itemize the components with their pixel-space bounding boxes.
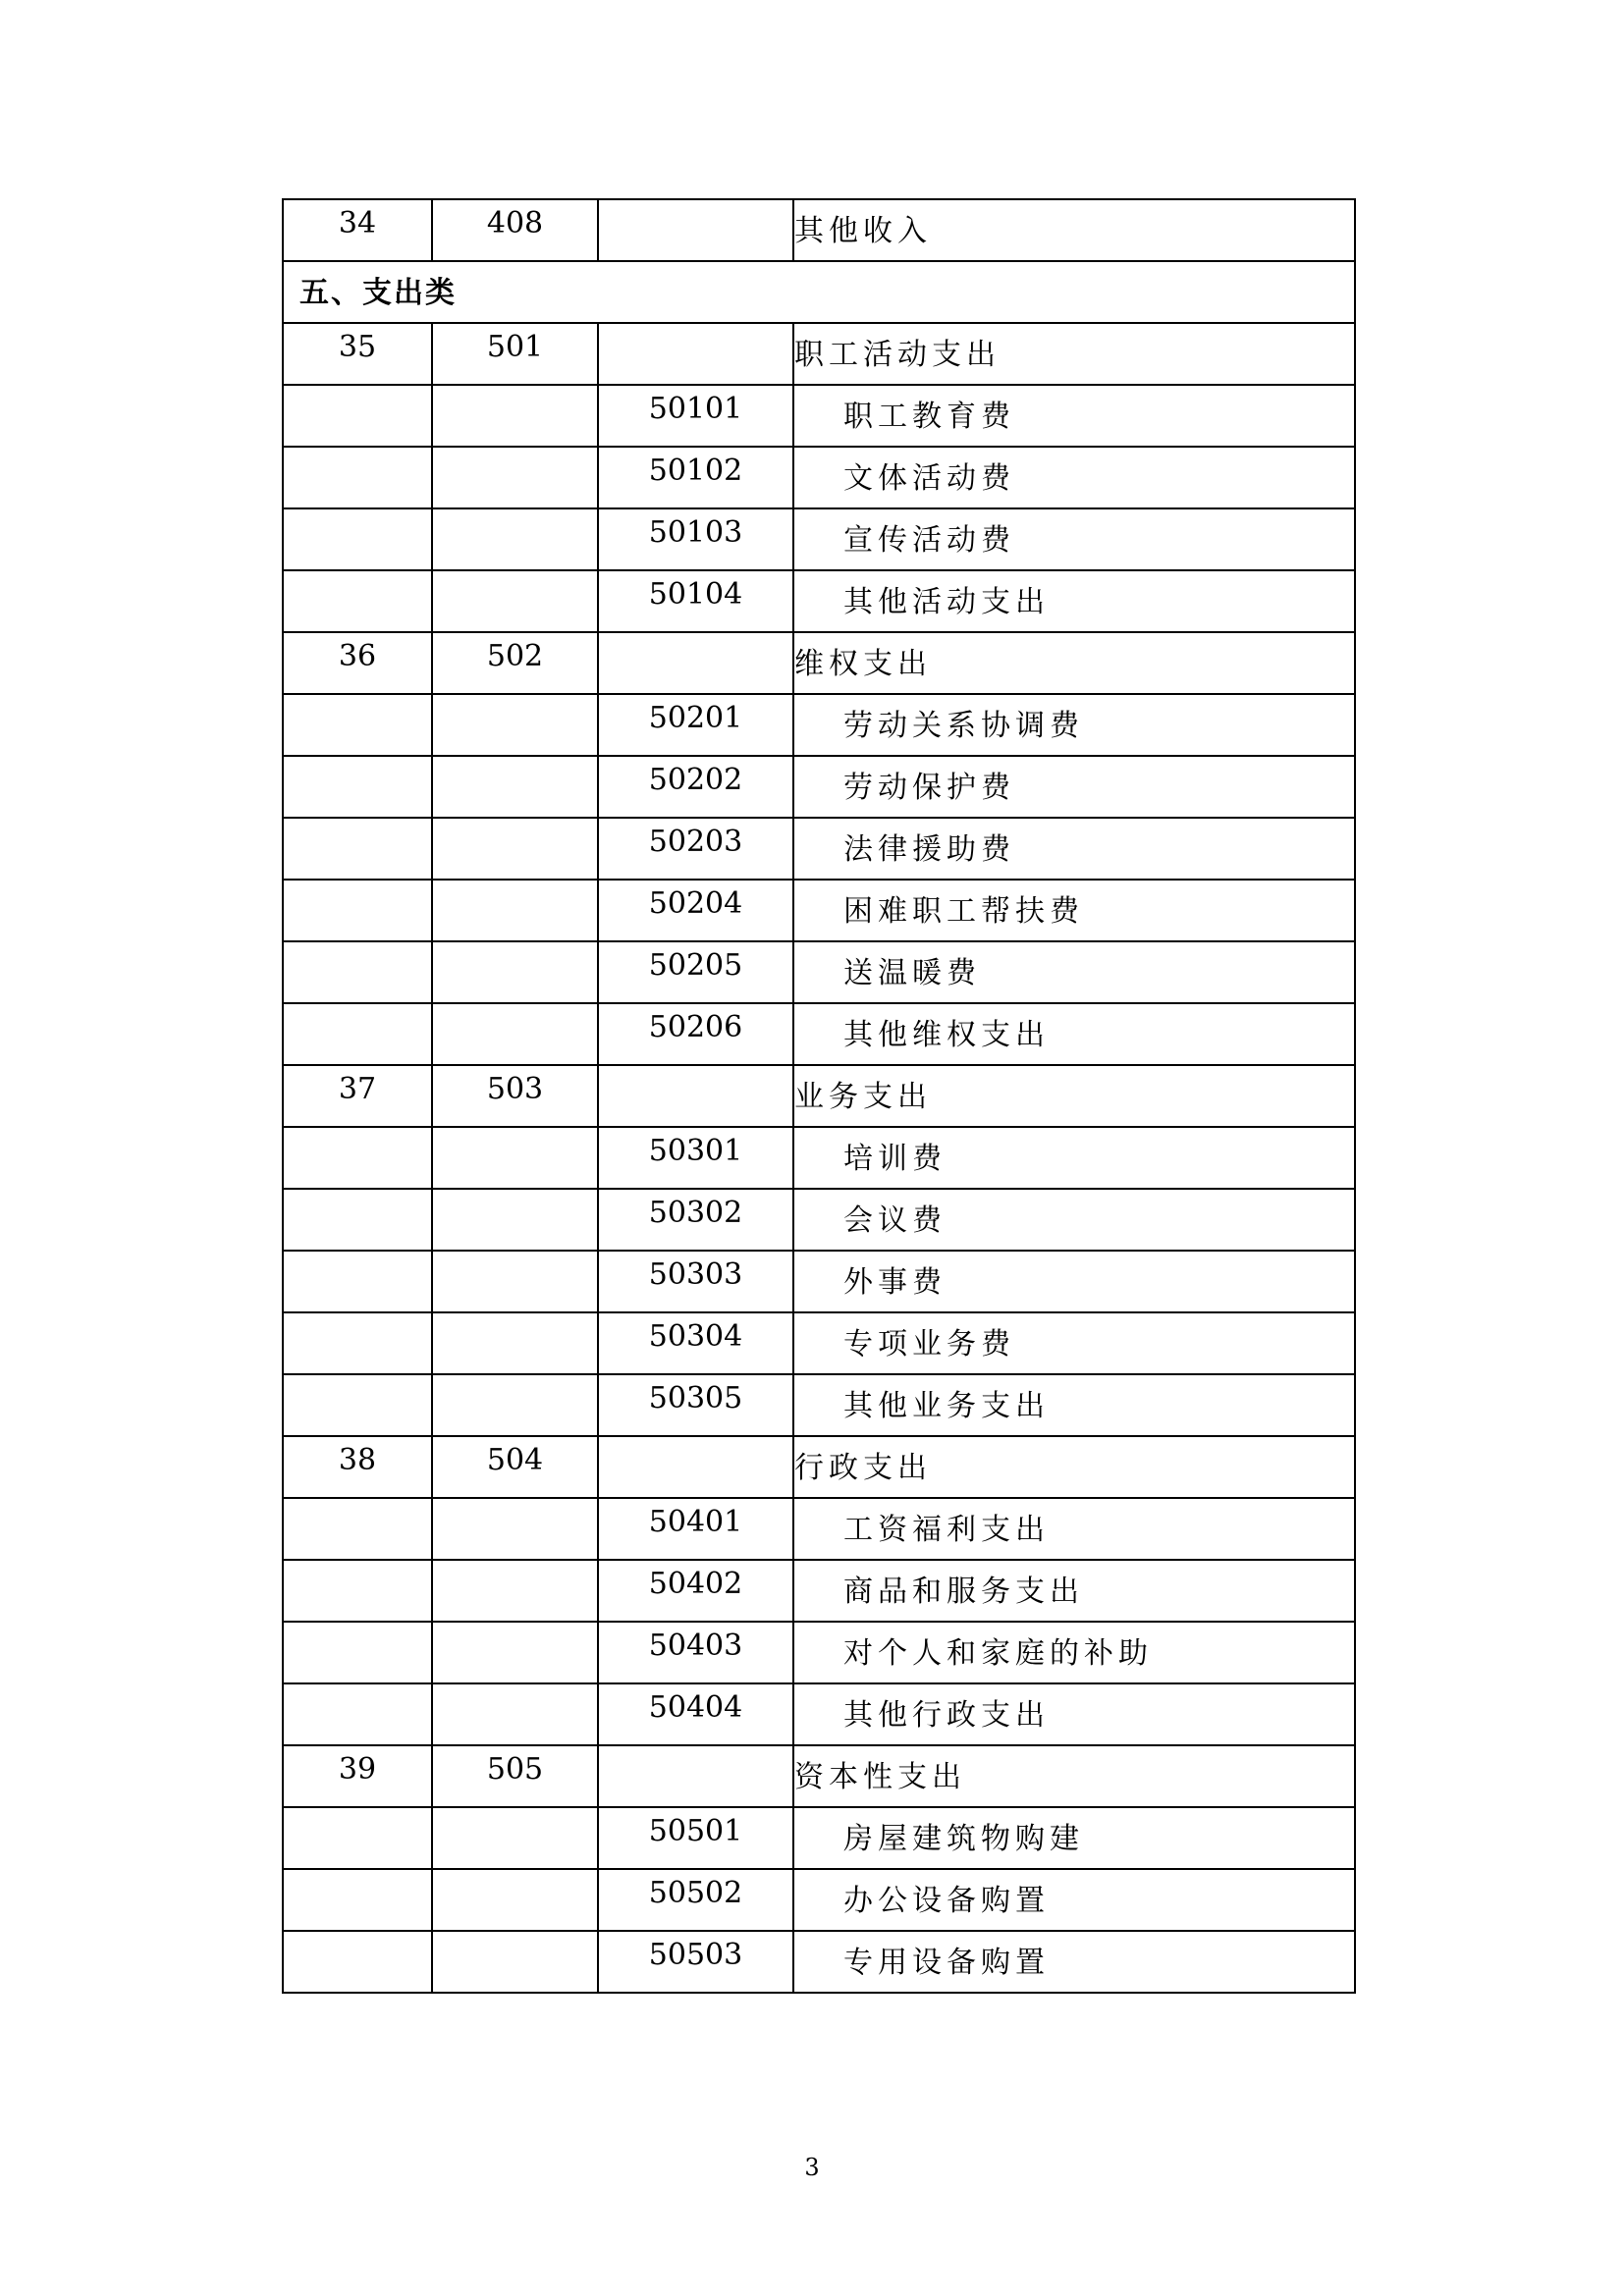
account-name-cell: 劳动关系协调费 xyxy=(793,694,1355,756)
subaccount-code-cell: 50502 xyxy=(598,1869,793,1931)
account-code-cell xyxy=(432,1374,598,1436)
sequence-number-cell xyxy=(283,756,432,818)
sequence-number-cell xyxy=(283,1622,432,1683)
account-name-cell: 外事费 xyxy=(793,1251,1355,1312)
sequence-number-cell xyxy=(283,1931,432,1993)
account-code-cell: 501 xyxy=(432,323,598,385)
account-name-cell: 送温暖费 xyxy=(793,941,1355,1003)
account-code-cell xyxy=(432,1189,598,1251)
subaccount-row xyxy=(283,818,1355,880)
subaccount-code-cell: 50101 xyxy=(598,385,793,447)
subaccount-row xyxy=(283,447,1355,508)
account-code-cell: 503 xyxy=(432,1065,598,1127)
subaccount-code-cell: 50103 xyxy=(598,508,793,570)
subaccount-code-cell: 50201 xyxy=(598,694,793,756)
account-name-cell: 其他行政支出 xyxy=(793,1683,1355,1745)
account-name-cell: 工资福利支出 xyxy=(793,1498,1355,1560)
subaccount-row xyxy=(283,1498,1355,1560)
account-code-cell xyxy=(432,385,598,447)
account-code-cell xyxy=(432,1251,598,1312)
subaccount-code-cell: 50301 xyxy=(598,1127,793,1189)
subaccount-code-cell: 50401 xyxy=(598,1498,793,1560)
sequence-number-cell xyxy=(283,941,432,1003)
account-name-cell: 专用设备购置 xyxy=(793,1931,1355,1993)
sequence-number-cell xyxy=(283,508,432,570)
sequence-number-cell: 35 xyxy=(283,323,432,385)
subaccount-code-cell: 50206 xyxy=(598,1003,793,1065)
subaccount-row xyxy=(283,941,1355,1003)
subaccount-code-cell: 50403 xyxy=(598,1622,793,1683)
account-name-cell: 资本性支出 xyxy=(793,1745,1355,1807)
sequence-number-cell xyxy=(283,694,432,756)
subaccount-row xyxy=(283,880,1355,941)
subaccount-code-cell: 50203 xyxy=(598,818,793,880)
subaccount-row xyxy=(283,1931,1355,1993)
account-code-cell: 505 xyxy=(432,1745,598,1807)
account-code-cell xyxy=(432,1869,598,1931)
account-row xyxy=(283,323,1355,385)
account-name-cell: 专项业务费 xyxy=(793,1312,1355,1374)
account-code-cell xyxy=(432,570,598,632)
sequence-number-cell xyxy=(283,1251,432,1312)
account-code-cell xyxy=(432,1003,598,1065)
account-name-cell: 对个人和家庭的补助 xyxy=(793,1622,1355,1683)
account-name-cell: 宣传活动费 xyxy=(793,508,1355,570)
subaccount-code-cell: 50501 xyxy=(598,1807,793,1869)
accounts-table-body xyxy=(283,199,1355,1993)
sequence-number-cell xyxy=(283,818,432,880)
account-name-cell: 行政支出 xyxy=(793,1436,1355,1498)
subaccount-row xyxy=(283,508,1355,570)
account-name-cell: 维权支出 xyxy=(793,632,1355,694)
subaccount-code-cell xyxy=(598,1745,793,1807)
page-number: 3 xyxy=(804,2154,820,2181)
subaccount-code-cell xyxy=(598,199,793,261)
sequence-number-cell: 39 xyxy=(283,1745,432,1807)
section-label: 五、支出类 xyxy=(283,261,1355,323)
sequence-number-cell xyxy=(283,1189,432,1251)
sequence-number-cell xyxy=(283,1807,432,1869)
account-code-cell xyxy=(432,818,598,880)
subaccount-code-cell xyxy=(598,1436,793,1498)
account-name-cell: 商品和服务支出 xyxy=(793,1560,1355,1622)
account-name-cell: 法律援助费 xyxy=(793,818,1355,880)
subaccount-code-cell: 50303 xyxy=(598,1251,793,1312)
sequence-number-cell xyxy=(283,1560,432,1622)
subaccount-row xyxy=(283,1374,1355,1436)
account-code-cell xyxy=(432,880,598,941)
account-code-cell xyxy=(432,1931,598,1993)
subaccount-code-cell xyxy=(598,632,793,694)
sequence-number-cell xyxy=(283,1003,432,1065)
account-code-cell xyxy=(432,1622,598,1683)
sequence-number-cell: 34 xyxy=(283,199,432,261)
sequence-number-cell xyxy=(283,1127,432,1189)
account-code-cell xyxy=(432,447,598,508)
subaccount-code-cell: 50304 xyxy=(598,1312,793,1374)
subaccount-row xyxy=(283,385,1355,447)
sequence-number-cell xyxy=(283,1683,432,1745)
subaccount-row xyxy=(283,1622,1355,1683)
account-name-cell: 文体活动费 xyxy=(793,447,1355,508)
account-row xyxy=(283,199,1355,261)
account-name-cell: 职工教育费 xyxy=(793,385,1355,447)
account-code-cell xyxy=(432,694,598,756)
subaccount-code-cell xyxy=(598,1065,793,1127)
subaccount-code-cell: 50205 xyxy=(598,941,793,1003)
subaccount-code-cell: 50305 xyxy=(598,1374,793,1436)
subaccount-code-cell: 50104 xyxy=(598,570,793,632)
subaccount-code-cell: 50202 xyxy=(598,756,793,818)
subaccount-code-cell: 50302 xyxy=(598,1189,793,1251)
account-name-cell: 其他维权支出 xyxy=(793,1003,1355,1065)
subaccount-row xyxy=(283,694,1355,756)
subaccount-row xyxy=(283,570,1355,632)
subaccount-code-cell: 50503 xyxy=(598,1931,793,1993)
subaccount-row xyxy=(283,1560,1355,1622)
subaccount-row xyxy=(283,1003,1355,1065)
subaccount-code-cell: 50402 xyxy=(598,1560,793,1622)
account-name-cell: 其他业务支出 xyxy=(793,1374,1355,1436)
account-name-cell: 职工活动支出 xyxy=(793,323,1355,385)
subaccount-row xyxy=(283,1869,1355,1931)
subaccount-row xyxy=(283,1807,1355,1869)
account-code-cell: 502 xyxy=(432,632,598,694)
account-code-cell xyxy=(432,1683,598,1745)
subaccount-row xyxy=(283,756,1355,818)
account-name-cell: 其他活动支出 xyxy=(793,570,1355,632)
account-code-cell: 504 xyxy=(432,1436,598,1498)
subaccount-code-cell: 50404 xyxy=(598,1683,793,1745)
sequence-number-cell: 36 xyxy=(283,632,432,694)
sequence-number-cell xyxy=(283,447,432,508)
account-row xyxy=(283,632,1355,694)
account-code-cell xyxy=(432,508,598,570)
account-name-cell: 房屋建筑物购建 xyxy=(793,1807,1355,1869)
account-name-cell: 劳动保护费 xyxy=(793,756,1355,818)
sequence-number-cell xyxy=(283,880,432,941)
account-code-cell: 408 xyxy=(432,199,598,261)
subaccount-code-cell xyxy=(598,323,793,385)
section-header-row xyxy=(283,261,1355,323)
sequence-number-cell xyxy=(283,1312,432,1374)
subaccount-code-cell: 50204 xyxy=(598,880,793,941)
account-row xyxy=(283,1745,1355,1807)
subaccount-row xyxy=(283,1312,1355,1374)
account-name-cell: 办公设备购置 xyxy=(793,1869,1355,1931)
sequence-number-cell: 37 xyxy=(283,1065,432,1127)
account-code-cell xyxy=(432,1560,598,1622)
account-code-cell xyxy=(432,1498,598,1560)
account-name-cell: 会议费 xyxy=(793,1189,1355,1251)
account-code-cell xyxy=(432,1127,598,1189)
account-code-cell xyxy=(432,1312,598,1374)
sequence-number-cell xyxy=(283,1498,432,1560)
sequence-number-cell: 38 xyxy=(283,1436,432,1498)
accounts-table xyxy=(282,198,1356,1994)
account-name-cell: 困难职工帮扶费 xyxy=(793,880,1355,941)
subaccount-code-cell: 50102 xyxy=(598,447,793,508)
account-row xyxy=(283,1436,1355,1498)
account-code-cell xyxy=(432,756,598,818)
account-row xyxy=(283,1065,1355,1127)
account-code-cell xyxy=(432,941,598,1003)
subaccount-row xyxy=(283,1251,1355,1312)
subaccount-row xyxy=(283,1189,1355,1251)
subaccount-row xyxy=(283,1683,1355,1745)
sequence-number-cell xyxy=(283,1374,432,1436)
subaccount-row xyxy=(283,1127,1355,1189)
sequence-number-cell xyxy=(283,570,432,632)
account-name-cell: 业务支出 xyxy=(793,1065,1355,1127)
account-name-cell: 其他收入 xyxy=(793,199,1355,261)
sequence-number-cell xyxy=(283,1869,432,1931)
account-code-cell xyxy=(432,1807,598,1869)
account-name-cell: 培训费 xyxy=(793,1127,1355,1189)
sequence-number-cell xyxy=(283,385,432,447)
